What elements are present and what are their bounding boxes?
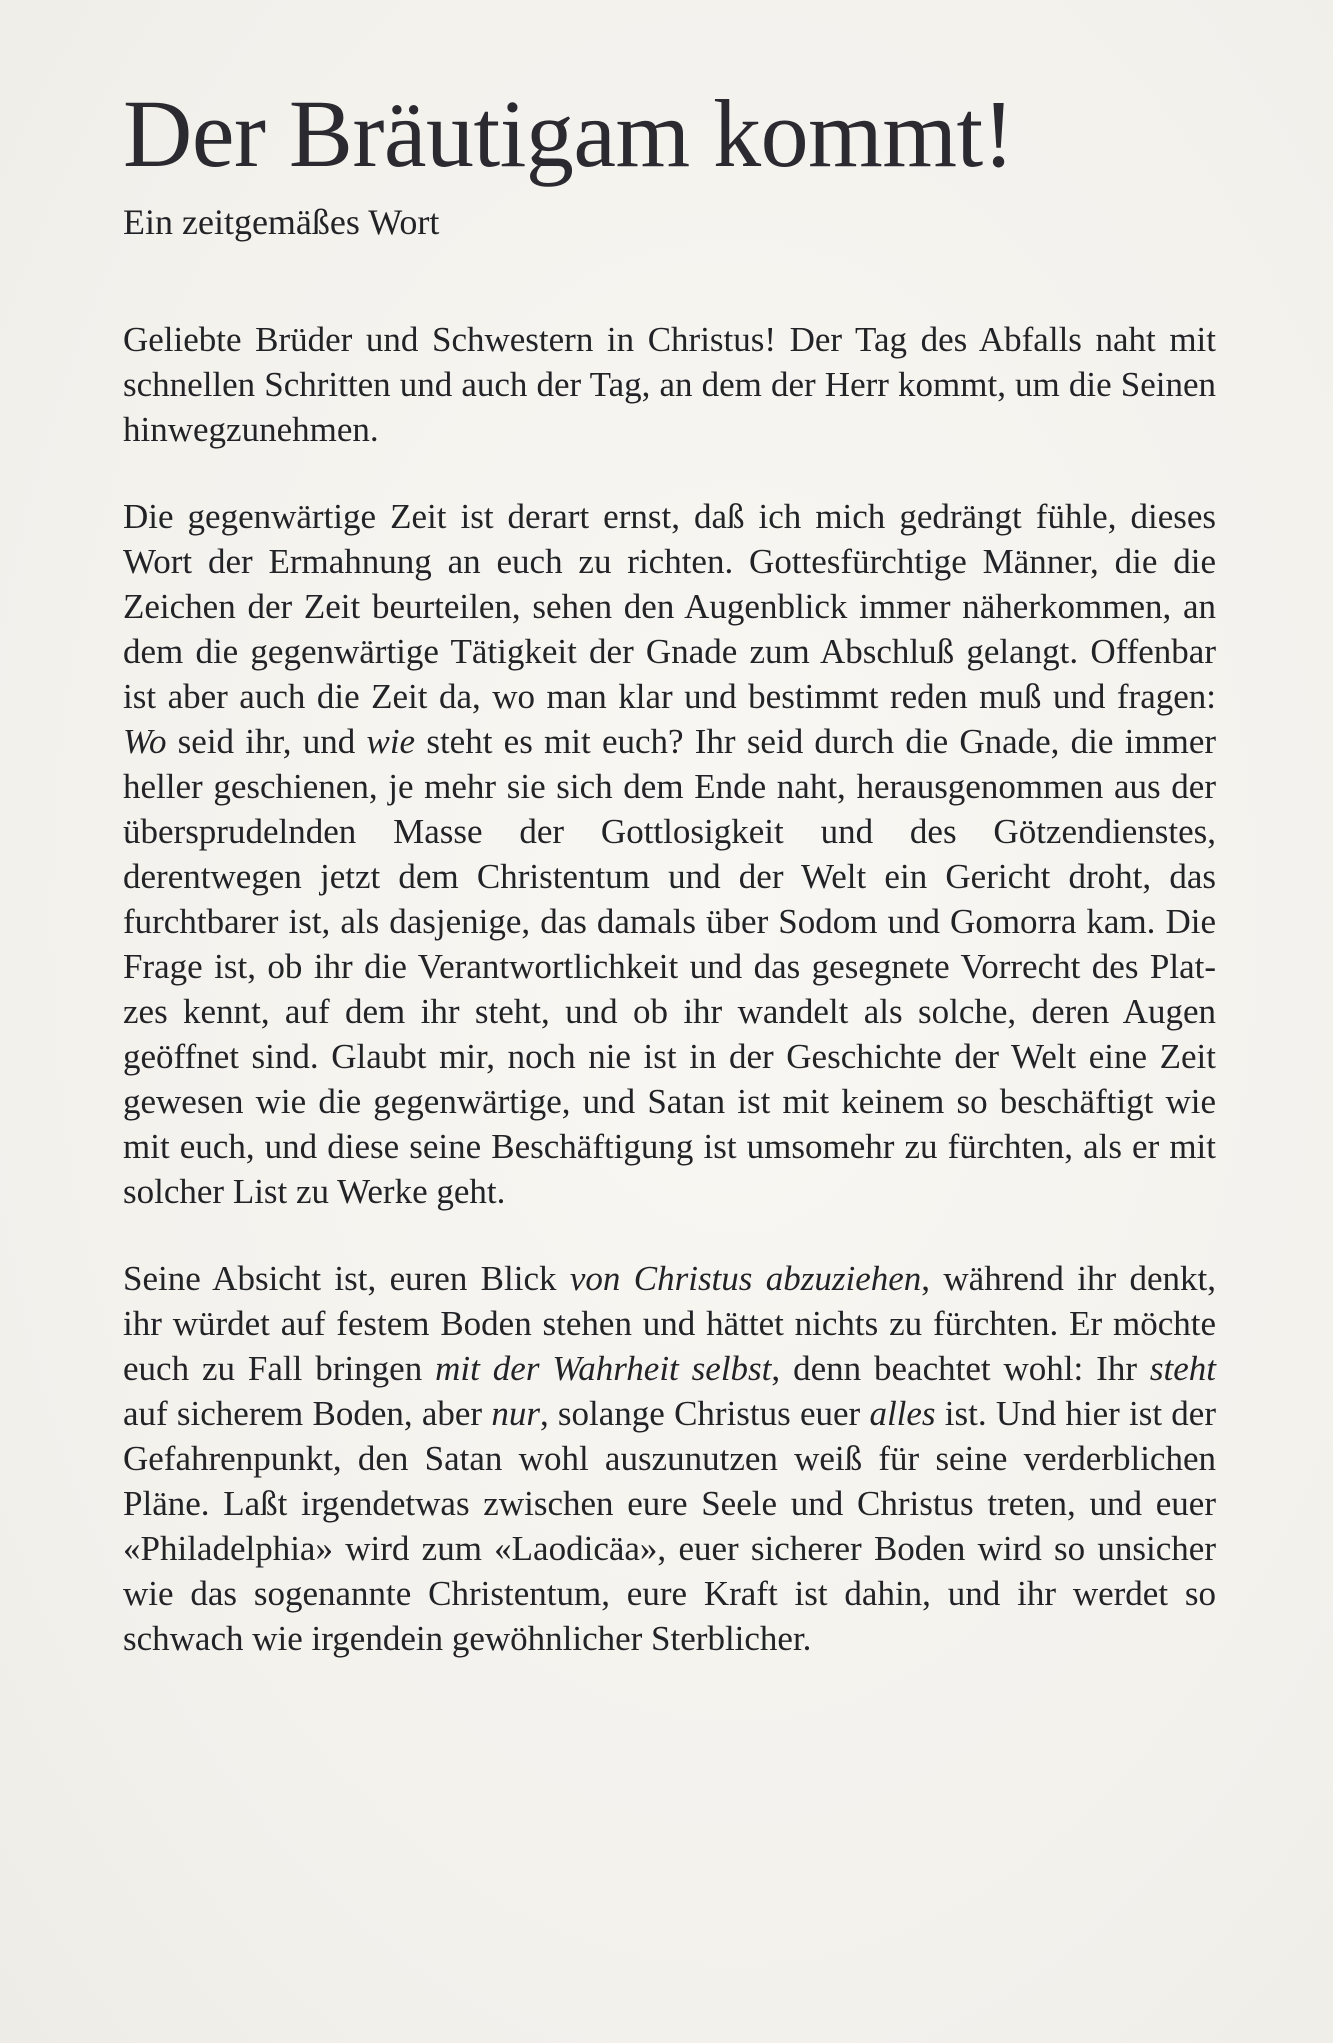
- page-title: Der Bräutigam kommt!: [123, 80, 1015, 187]
- emphasis-text: steht: [1149, 1349, 1216, 1388]
- text-run: , solange Christus euer: [539, 1394, 870, 1433]
- text-run: Seine Absicht ist, euren Blick: [123, 1259, 570, 1298]
- emphasis-text: nur: [491, 1394, 540, 1433]
- emphasis-text: alles: [869, 1394, 936, 1433]
- page-subtitle: Ein zeitgemäßes Wort: [123, 202, 440, 242]
- text-run: Geliebte Brüder und Schwestern in Christus! Der Tag des Abfalls naht mit schnellen Schritten und auch der Tag, an dem der Herr kommt, um die Seinen hinwegzunehmen.: [123, 320, 1216, 449]
- emphasis-text: wie: [366, 722, 416, 761]
- text-run: , denn beachtet wohl: Ihr: [771, 1349, 1150, 1388]
- paragraph-3: [123, 1256, 1216, 1661]
- text-run: auf sicherem Boden, aber: [123, 1394, 492, 1433]
- text-run: , während ihr denkt, ihr würdet auf festem Boden stehen und hättet nichts zu fürchten. Er möchte euch zu Fall bringen: [123, 1259, 1216, 1388]
- emphasis-text: Wo: [123, 722, 167, 761]
- page-content: [123, 82, 1216, 1661]
- paragraph-1: [123, 317, 1216, 452]
- emphasis-text: von Christus abzuziehen: [569, 1259, 922, 1298]
- emphasis-text: mit der Wahrheit selbst: [435, 1349, 772, 1388]
- paragraph-2: [123, 494, 1216, 1214]
- text-run: steht es mit euch? Ihr seid durch die Gnade, die immer heller geschienen, je mehr sie sich dem Ende naht, herausgenommen aus der übersprudelnden Masse der Gottlosigkeit und des Götzendienstes, derentwegen jetzt dem Christentum und der Welt ein Gericht droht, das furchtbarer ist, als dasjenige, das damals über Sodom und Gomorra kam. Die Frage ist, ob ihr die Verantwortlichkeit und das gesegnete Vorrecht des Platzes kennt, auf dem ihr steht, und ob ihr wandelt als solche, deren Augen geöffnet sind. Glaubt mir, noch nie ist in der Geschichte der Welt eine Zeit gewesen wie die gegenwärtige, und Satan ist mit keinem so beschäftigt wie mit euch, und diese seine Beschäftigung ist umsomehr zu fürchten, als er mit solcher List zu Werke geht.: [123, 722, 1217, 1211]
- text-run: Die gegenwärtige Zeit ist derart ernst, daß ich mich gedrängt fühle, dieses Wort der Ermahnung an euch zu richten. Gottesfürchtige Männer, die die Zeichen der Zeit beurteilen, sehen den Augenblick immer näherkommen, an dem die gegenwärtige Tätigkeit der Gnade zum Abschluß gelangt. Offenbar ist aber auch die Zeit da, wo man klar und bestimmt reden muß und fragen:: [123, 497, 1216, 716]
- text-run: seid ihr, und: [166, 722, 367, 761]
- text-run: ist. Und hier ist der Gefahrenpunkt, den Satan wohl auszunutzen weiß für seine verderblichen Pläne. Laßt irgendetwas zwischen eure Seele und Christus treten, und euer «Philadelphia» wird zum «Laodicäa», euer sicherer Boden wird so unsicher wie das sogenannte Christentum, eure Kraft ist dahin, und ihr werdet so schwach wie irgendein gewöhnlicher Sterblicher.: [123, 1394, 1216, 1658]
